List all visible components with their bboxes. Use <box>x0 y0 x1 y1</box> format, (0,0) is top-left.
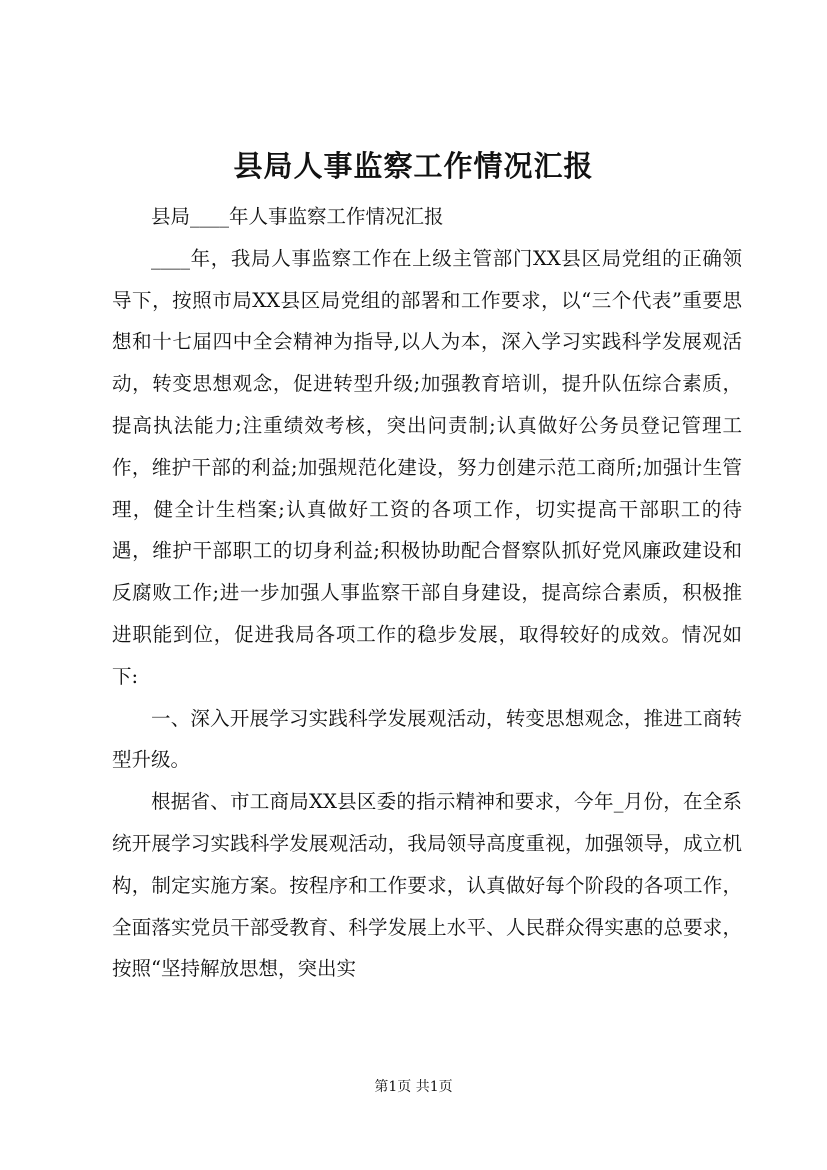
document-body <box>112 196 742 990</box>
paragraph-subtitle: 县局____年人事监察工作情况汇报 <box>151 205 444 228</box>
document-title: 县局人事监察工作情况汇报 <box>233 149 594 183</box>
paragraph-section-1: 根据省、市工商局XX县区委的指示精神和要求，今年_月份，在全系统开展学习实践科学发展观活动，我局领导高度重视，加强领导，成立机构，制定实施方案。按程序和工作要求，认真做好每个阶段的各项工作，全面落实党员干部受教育、科学发展上水平、人民群众得实惠的总要求，按照“坚持解放思想，突出实 <box>112 790 742 981</box>
section-heading-1: 一、深入开展学习实践科学发展观活动，转变思想观念，推进工商转型升级。 <box>112 706 742 772</box>
paragraph-intro: ____年，我局人事监察工作在上级主管部门XX县区局党组的正确领导下，按照市局XX县区局党组的部署和工作要求，以“三个代表”重要思想和十七届四中全会精神为指导,以人为本，深入学习实践科学发展观活动，转变思想观念，促进转型升级;加强教育培训，提升队伍综合素质，提高执法能力;注重绩效考核，突出问责制;认真做好公务员登记管理工作，维护干部的利益;加强规范化建设，努力创建示范工商所;加强计生管理，健全计生档案;认真做好工资的各项工作，切实提高干部职工的待遇，维护干部职工的切身利益;积极协助配合督察队抓好党风廉政建设和反腐败工作;进一步加强人事监察干部自身建设，提高综合素质，积极推进职能到位，促进我局各项工作的稳步发展，取得较好的成效。情况如下: <box>112 246 742 688</box>
page-footer: 第1页 共1页 <box>374 1079 453 1095</box>
